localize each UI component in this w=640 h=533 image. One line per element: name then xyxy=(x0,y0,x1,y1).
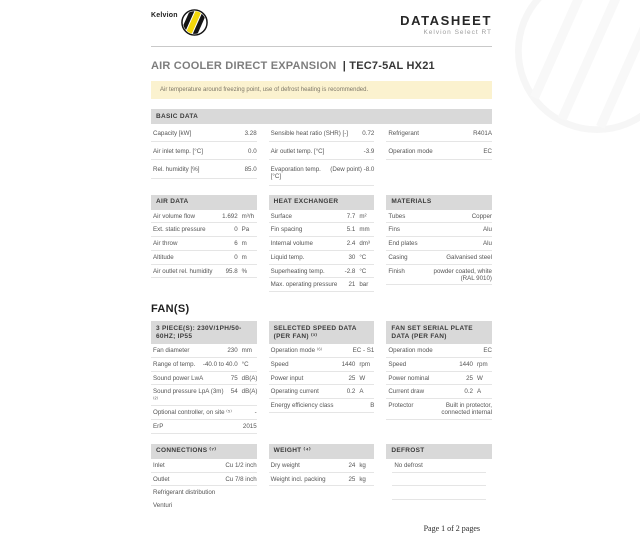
row-value: -40.0 to 40.0 xyxy=(202,361,238,369)
table-row xyxy=(269,385,375,399)
row-label: Venturi xyxy=(153,502,173,510)
row-label: Superheating temp. xyxy=(270,267,325,275)
table-row xyxy=(269,344,375,358)
row-value: 6 xyxy=(234,240,238,248)
table-row xyxy=(386,237,492,251)
table-row xyxy=(151,237,257,251)
row-label: Air throw xyxy=(153,240,178,248)
row-label: Range of temp. xyxy=(153,361,196,369)
row-label: Refrigerant xyxy=(388,129,419,137)
section-selected-speed xyxy=(269,321,375,413)
row-value: EC - S1 xyxy=(352,347,375,355)
row-label: No defrost xyxy=(394,461,423,469)
page-number: Page 1 of 2 pages xyxy=(423,523,480,533)
row-unit: bar xyxy=(359,281,369,289)
connections-table xyxy=(151,459,257,512)
row-value: 0.72 xyxy=(362,129,375,137)
table-row xyxy=(392,459,486,473)
row-label: Sound power LwA xyxy=(153,374,204,382)
table-row xyxy=(269,251,375,265)
table-row xyxy=(151,499,257,512)
row-value: 30 xyxy=(348,253,356,261)
row-unit: mm xyxy=(359,226,370,234)
table-row xyxy=(269,358,375,372)
row-label: Surface xyxy=(270,212,292,220)
row-label: Rel. humidity [%] xyxy=(153,165,200,173)
table-row xyxy=(151,358,257,372)
row-unit: dm³ xyxy=(359,240,370,248)
row-label: Operation mode xyxy=(388,147,433,155)
row-label: Power nominal xyxy=(388,374,430,382)
row-value: (Dew point) -8.0 xyxy=(330,165,375,173)
section-header-materials: MATERIALS xyxy=(386,195,492,210)
brand-logo xyxy=(151,9,208,41)
row-value: Cu 1/2 inch xyxy=(225,461,257,469)
table-row xyxy=(151,344,257,358)
basic-data-col3 xyxy=(386,124,492,160)
row-value: 95.8 xyxy=(225,267,238,275)
row-label: Max. operating pressure xyxy=(270,281,338,289)
row-unit: m² xyxy=(359,212,367,220)
table-row xyxy=(151,142,257,160)
row-value: R401A xyxy=(473,129,492,137)
row-label: Casing xyxy=(388,253,408,261)
section-header-weight: WEIGHT ⁽⁴⁾ xyxy=(269,444,375,459)
selected-speed-table xyxy=(269,344,375,413)
row-value: 2015 xyxy=(242,423,257,431)
row-unit: Pa xyxy=(241,226,250,234)
row-label: Weight incl. packing xyxy=(270,475,326,483)
row-value: Alu xyxy=(483,226,492,234)
row-label: Refrigerant distribution xyxy=(153,489,216,497)
row-value: Galvanised steel xyxy=(446,253,492,261)
materials-table xyxy=(386,210,492,286)
row-unit: kg xyxy=(359,461,366,469)
basic-data-col1 xyxy=(151,124,257,178)
row-label: End plates xyxy=(388,240,418,248)
row-value: 1440 xyxy=(341,361,356,369)
table-row xyxy=(151,420,257,434)
row-unit: A xyxy=(359,388,364,396)
kelvion-watermark-icon xyxy=(512,0,640,136)
table-row xyxy=(151,223,257,237)
datasheet-page xyxy=(151,0,492,533)
detail-sections-row xyxy=(151,195,492,292)
table-row xyxy=(151,210,257,224)
row-label xyxy=(392,476,486,483)
section-header-fan-spec: 3 PIECE(S): 230V/1PH/50-60HZ; IP55 xyxy=(151,321,257,344)
row-label: Liquid temp. xyxy=(270,253,305,261)
table-row xyxy=(386,265,492,286)
row-unit: kg xyxy=(359,475,366,483)
row-value: Alu xyxy=(483,240,492,248)
row-label: Speed xyxy=(270,361,289,369)
row-unit: mm xyxy=(241,347,252,355)
row-unit: rpm xyxy=(476,361,488,369)
row-value: 0 xyxy=(234,253,238,261)
bottom-sections-row xyxy=(151,444,492,512)
defrost-table xyxy=(386,459,492,500)
row-unit: m³/h xyxy=(241,212,255,220)
table-row xyxy=(392,473,486,487)
row-label: Capacity [kW] xyxy=(153,129,192,137)
table-row xyxy=(386,399,492,420)
row-unit: °C xyxy=(359,253,367,261)
fan-sections-row xyxy=(151,321,492,434)
table-row xyxy=(386,124,492,142)
row-value: -3.9 xyxy=(363,147,375,155)
notice-banner: Air temperature around freezing point, use of defrost heating is recommended. xyxy=(151,81,492,99)
row-label: Sound pressure LpA (3m) ⁽²⁾ xyxy=(153,388,224,403)
row-unit: m xyxy=(241,253,247,261)
row-value: 0.2 xyxy=(464,388,473,396)
row-unit: dB(A) xyxy=(241,388,258,396)
table-row xyxy=(386,372,492,386)
row-value: Cu 7/8 inch xyxy=(225,475,257,483)
table-row xyxy=(386,251,492,265)
row-value: 85.0 xyxy=(244,165,257,173)
row-value: 1.692 xyxy=(222,212,238,220)
row-unit: dB(A) xyxy=(241,374,258,382)
row-value: -2.8 xyxy=(344,267,356,275)
row-label: Protector xyxy=(388,402,414,410)
table-row xyxy=(386,358,492,372)
row-value: powder coated, white (RAL 9010) xyxy=(433,267,492,282)
heat-exchanger-table xyxy=(269,210,375,292)
row-value: 54 xyxy=(230,388,238,396)
row-label: Speed xyxy=(388,361,407,369)
doc-title: DATASHEET xyxy=(400,13,492,28)
row-unit: rpm xyxy=(359,361,370,369)
row-value: 0.2 xyxy=(346,388,356,396)
row-value: 5.1 xyxy=(346,226,356,234)
row-label: Outlet xyxy=(153,475,170,483)
row-unit: W xyxy=(476,374,483,382)
row-label: Operation mode ⁽⁶⁾ xyxy=(270,347,323,355)
row-value: EC xyxy=(483,147,492,155)
row-unit: °C xyxy=(359,267,367,275)
table-row xyxy=(151,372,257,386)
row-label: Internal volume xyxy=(270,240,313,248)
row-value: 2.4 xyxy=(346,240,356,248)
section-serial-plate xyxy=(386,321,492,420)
row-label: Inlet xyxy=(153,461,165,469)
fan-spec-table xyxy=(151,344,257,433)
table-row xyxy=(151,124,257,142)
table-row xyxy=(269,459,375,473)
section-header-serial-plate: FAN SET SERIAL PLATE DATA (PER FAN) xyxy=(386,321,492,344)
row-label: Power input xyxy=(270,374,304,382)
table-row xyxy=(151,160,257,178)
row-value: 25 xyxy=(348,475,356,483)
section-heat-exchanger xyxy=(269,195,375,292)
section-connections xyxy=(151,444,257,512)
row-unit: W xyxy=(359,374,366,382)
page-title xyxy=(151,60,492,72)
row-value: 0.0 xyxy=(248,147,257,155)
air-data-table xyxy=(151,210,257,279)
table-row xyxy=(151,406,257,420)
table-row xyxy=(269,473,375,487)
section-header-basic-data: BASIC DATA xyxy=(151,109,492,124)
row-label xyxy=(392,489,486,496)
row-unit: % xyxy=(241,267,248,275)
row-value: 7.7 xyxy=(346,212,356,220)
row-label: Dry weight xyxy=(270,461,300,469)
table-row xyxy=(269,278,375,292)
table-row xyxy=(392,486,486,500)
row-value: 25 xyxy=(466,374,473,382)
row-label: Fan diameter xyxy=(153,347,190,355)
section-header-selected-speed: SELECTED SPEED DATA (PER FAN) ⁽³⁾ xyxy=(269,321,375,344)
model-name: | TEC7-5AL HX21 xyxy=(342,60,435,72)
table-row xyxy=(151,251,257,265)
serial-plate-table xyxy=(386,344,492,420)
table-row xyxy=(269,372,375,386)
table-row xyxy=(269,399,375,413)
row-label: Operating current xyxy=(270,388,319,396)
table-row xyxy=(269,223,375,237)
row-label: Air outlet temp. [°C] xyxy=(270,147,325,155)
row-label: ErP xyxy=(153,423,164,431)
row-unit: °C xyxy=(241,361,249,369)
row-unit: m xyxy=(241,240,247,248)
table-row xyxy=(269,160,375,185)
row-value: 25 xyxy=(348,374,356,382)
section-header-defrost: DEFROST xyxy=(386,444,492,459)
doc-subtitle: Kelvion Select RT xyxy=(423,29,492,36)
page-header xyxy=(151,0,492,47)
row-label: Air outlet rel. humidity xyxy=(153,267,213,275)
table-row xyxy=(269,265,375,279)
weight-table xyxy=(269,459,375,486)
table-row xyxy=(151,459,257,473)
row-label: Finish xyxy=(388,267,405,275)
row-unit: A xyxy=(476,388,482,396)
row-label: Sensible heat ratio (SHR) [-] xyxy=(270,129,349,137)
row-value: 21 xyxy=(348,281,356,289)
row-label: Optional controller, on site ⁽⁵⁾ xyxy=(153,409,232,417)
row-value: EC xyxy=(483,347,492,355)
row-value: 3.28 xyxy=(244,129,257,137)
section-air-data xyxy=(151,195,257,279)
basic-data-col2 xyxy=(269,124,375,186)
row-label: Fin spacing xyxy=(270,226,303,234)
row-label: Energy efficiency class xyxy=(270,402,334,410)
table-row xyxy=(386,210,492,224)
row-value: - xyxy=(254,409,257,417)
section-defrost xyxy=(386,444,492,500)
table-row xyxy=(151,486,257,499)
table-row xyxy=(269,124,375,142)
section-basic-data xyxy=(151,109,492,186)
doc-meta xyxy=(400,13,492,36)
table-row xyxy=(386,385,492,399)
row-label: Air inlet temp. [°C] xyxy=(153,147,203,155)
row-label: Tubes xyxy=(388,212,406,220)
table-row xyxy=(386,344,492,358)
row-value: B xyxy=(370,402,375,410)
kelvion-logo-icon xyxy=(181,9,208,41)
table-row xyxy=(269,142,375,160)
table-row xyxy=(269,237,375,251)
row-value: 0 xyxy=(234,226,238,234)
section-fan-spec xyxy=(151,321,257,434)
section-header-connections: CONNECTIONS ⁽⁷⁾ xyxy=(151,444,257,459)
row-value: Built in protector, connected internal xyxy=(441,402,492,417)
row-label: Fins xyxy=(388,226,401,234)
row-value: 75 xyxy=(230,374,238,382)
section-header-air-data: AIR DATA xyxy=(151,195,257,210)
table-row xyxy=(151,473,257,487)
row-label: Altitude xyxy=(153,253,174,261)
table-row xyxy=(386,223,492,237)
row-value: 24 xyxy=(348,461,356,469)
table-row xyxy=(151,385,257,406)
product-name: AIR COOLER DIRECT EXPANSION xyxy=(151,60,337,72)
basic-data-grid xyxy=(151,124,492,186)
row-label: Evaporation temp. [°C] xyxy=(270,165,321,180)
section-materials xyxy=(386,195,492,286)
section-header-heat-exchanger: HEAT EXCHANGER xyxy=(269,195,375,210)
row-value: 230 xyxy=(227,347,238,355)
row-label: Operation mode xyxy=(388,347,433,355)
row-label: Air volume flow xyxy=(153,212,195,220)
fans-heading: FAN(S) xyxy=(151,303,190,316)
brand-wordmark: Kelvion xyxy=(151,12,178,19)
row-label: Ext. static pressure xyxy=(153,226,206,234)
table-row xyxy=(151,265,257,279)
table-row xyxy=(269,210,375,224)
row-label: Current draw xyxy=(388,388,425,396)
row-value: 1440 xyxy=(459,361,473,369)
table-row xyxy=(386,142,492,160)
row-value: Copper xyxy=(471,212,492,220)
